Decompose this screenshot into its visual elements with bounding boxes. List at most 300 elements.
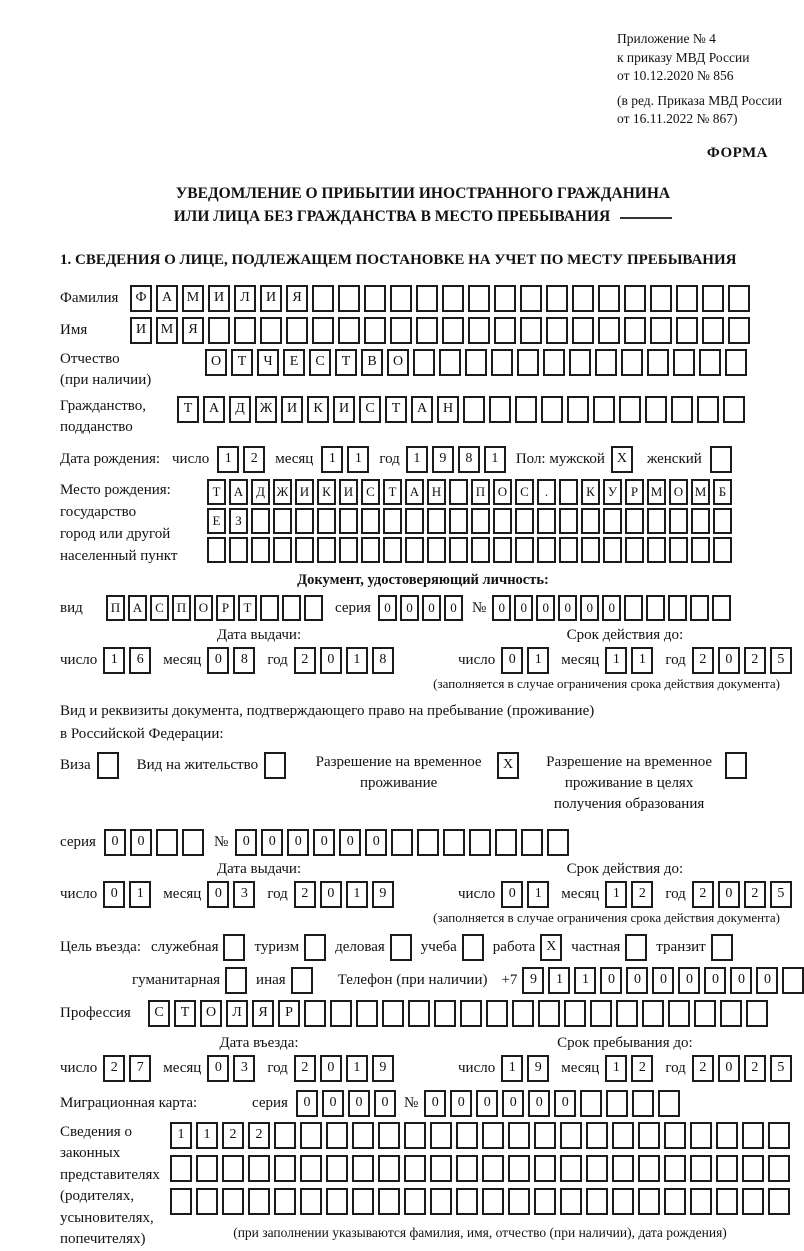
form-cell[interactable] (317, 508, 336, 534)
form-cell[interactable] (595, 349, 617, 376)
form-cell[interactable]: К (307, 396, 329, 423)
form-cell[interactable] (572, 285, 594, 312)
form-cell[interactable] (668, 595, 687, 621)
form-cell[interactable] (493, 508, 512, 534)
form-cell[interactable]: 1 (605, 647, 627, 674)
form-cell[interactable] (382, 1000, 404, 1027)
form-cell[interactable]: А (411, 396, 433, 423)
form-cell[interactable] (460, 1000, 482, 1027)
form-cell[interactable]: 8 (458, 446, 480, 473)
form-cell[interactable] (603, 537, 622, 563)
form-cell[interactable] (300, 1155, 322, 1182)
form-cell[interactable] (676, 285, 698, 312)
form-cell[interactable] (508, 1188, 530, 1215)
purpose-humanitarian-checkbox[interactable] (225, 967, 247, 994)
form-cell[interactable]: 0 (652, 967, 674, 994)
form-cell[interactable] (482, 1188, 504, 1215)
form-cell[interactable] (405, 537, 424, 563)
form-cell[interactable] (716, 1155, 738, 1182)
form-cell[interactable] (676, 317, 698, 344)
form-cell[interactable] (339, 537, 358, 563)
form-cell[interactable] (274, 1122, 296, 1149)
form-cell[interactable]: 1 (548, 967, 570, 994)
form-cell[interactable]: М (691, 479, 710, 505)
form-cell[interactable] (326, 1122, 348, 1149)
form-cell[interactable] (581, 537, 600, 563)
form-cell[interactable]: 0 (558, 595, 577, 621)
form-cell[interactable] (650, 285, 672, 312)
form-cell[interactable] (295, 508, 314, 534)
form-cell[interactable] (645, 396, 667, 423)
purpose-business-checkbox[interactable] (390, 934, 412, 961)
form-cell[interactable]: 1 (217, 446, 239, 473)
form-cell[interactable]: 0 (580, 595, 599, 621)
form-cell[interactable]: Н (437, 396, 459, 423)
form-cell[interactable] (378, 1122, 400, 1149)
form-cell[interactable]: А (405, 479, 424, 505)
form-cell[interactable]: Т (177, 396, 199, 423)
form-cell[interactable] (559, 537, 578, 563)
form-cell[interactable] (650, 317, 672, 344)
form-cell[interactable]: К (581, 479, 600, 505)
form-cell[interactable] (723, 396, 745, 423)
form-cell[interactable]: 0 (130, 829, 152, 856)
form-cell[interactable] (356, 1000, 378, 1027)
form-cell[interactable] (364, 285, 386, 312)
form-cell[interactable]: 0 (320, 647, 342, 674)
form-cell[interactable] (664, 1188, 686, 1215)
form-cell[interactable]: К (317, 479, 336, 505)
form-cell[interactable] (520, 317, 542, 344)
form-cell[interactable] (196, 1155, 218, 1182)
form-cell[interactable] (699, 349, 721, 376)
form-cell[interactable]: С (309, 349, 331, 376)
form-cell[interactable]: И (339, 479, 358, 505)
form-cell[interactable]: Т (383, 479, 402, 505)
form-cell[interactable] (537, 537, 556, 563)
form-cell[interactable] (326, 1188, 348, 1215)
form-cell[interactable]: 2 (692, 881, 714, 908)
form-cell[interactable] (546, 317, 568, 344)
form-cell[interactable] (442, 317, 464, 344)
form-cell[interactable]: О (200, 1000, 222, 1027)
form-cell[interactable] (669, 537, 688, 563)
form-cell[interactable]: Л (234, 285, 256, 312)
form-cell[interactable]: 5 (770, 1055, 792, 1082)
form-cell[interactable]: 0 (322, 1090, 344, 1117)
form-cell[interactable] (378, 1188, 400, 1215)
form-cell[interactable] (229, 537, 248, 563)
form-cell[interactable]: 0 (502, 1090, 524, 1117)
temp-residence-edu-checkbox[interactable] (725, 752, 747, 779)
form-cell[interactable]: 0 (374, 1090, 396, 1117)
form-cell[interactable]: 1 (347, 446, 369, 473)
form-cell[interactable] (304, 1000, 326, 1027)
form-cell[interactable]: О (194, 595, 213, 621)
form-cell[interactable] (390, 934, 412, 961)
form-cell[interactable] (638, 1122, 660, 1149)
form-cell[interactable] (559, 479, 578, 505)
form-cell[interactable]: 0 (600, 967, 622, 994)
form-cell[interactable]: 0 (626, 967, 648, 994)
form-cell[interactable] (619, 396, 641, 423)
form-cell[interactable] (462, 934, 484, 961)
form-cell[interactable] (330, 1000, 352, 1027)
form-cell[interactable] (590, 1000, 612, 1027)
form-cell[interactable]: 9 (432, 446, 454, 473)
form-cell[interactable]: И (260, 285, 282, 312)
form-cell[interactable] (304, 934, 326, 961)
form-cell[interactable] (567, 396, 589, 423)
form-cell[interactable] (494, 285, 516, 312)
form-cell[interactable]: Я (252, 1000, 274, 1027)
form-cell[interactable]: 2 (294, 881, 316, 908)
form-cell[interactable] (543, 349, 565, 376)
form-cell[interactable]: Т (231, 349, 253, 376)
form-cell[interactable] (274, 1155, 296, 1182)
form-cell[interactable] (515, 396, 537, 423)
form-cell[interactable]: 0 (422, 595, 441, 621)
form-cell[interactable] (560, 1188, 582, 1215)
form-cell[interactable]: X (540, 934, 562, 961)
form-cell[interactable]: З (229, 508, 248, 534)
form-cell[interactable] (586, 1155, 608, 1182)
form-cell[interactable] (170, 1155, 192, 1182)
form-cell[interactable]: Т (238, 595, 257, 621)
form-cell[interactable]: О (669, 479, 688, 505)
form-cell[interactable]: 9 (522, 967, 544, 994)
form-cell[interactable] (182, 829, 204, 856)
form-cell[interactable]: С (361, 479, 380, 505)
form-cell[interactable] (391, 829, 413, 856)
form-cell[interactable] (248, 1188, 270, 1215)
form-cell[interactable] (603, 508, 622, 534)
form-cell[interactable]: Т (335, 349, 357, 376)
form-cell[interactable] (286, 317, 308, 344)
form-cell[interactable] (361, 508, 380, 534)
form-cell[interactable]: 1 (484, 446, 506, 473)
form-cell[interactable] (534, 1122, 556, 1149)
form-cell[interactable]: 1 (346, 881, 368, 908)
form-cell[interactable] (416, 317, 438, 344)
form-cell[interactable] (716, 1188, 738, 1215)
form-cell[interactable] (710, 446, 732, 473)
form-cell[interactable] (541, 396, 563, 423)
form-cell[interactable]: Р (625, 479, 644, 505)
purpose-official-checkbox[interactable] (223, 934, 245, 961)
form-cell[interactable]: 0 (320, 1055, 342, 1082)
form-cell[interactable] (702, 285, 724, 312)
form-cell[interactable]: 1 (406, 446, 428, 473)
form-cell[interactable] (534, 1155, 556, 1182)
form-cell[interactable] (443, 829, 465, 856)
form-cell[interactable]: Д (229, 396, 251, 423)
purpose-other-checkbox[interactable] (291, 967, 313, 994)
form-cell[interactable]: О (205, 349, 227, 376)
form-cell[interactable]: А (203, 396, 225, 423)
form-cell[interactable]: 2 (692, 1055, 714, 1082)
form-cell[interactable]: 0 (704, 967, 726, 994)
form-cell[interactable] (538, 1000, 560, 1027)
form-cell[interactable] (612, 1155, 634, 1182)
form-cell[interactable] (664, 1122, 686, 1149)
form-cell[interactable] (317, 537, 336, 563)
form-cell[interactable]: 0 (718, 647, 740, 674)
form-cell[interactable] (352, 1155, 374, 1182)
form-cell[interactable] (264, 752, 286, 779)
form-cell[interactable] (625, 934, 647, 961)
form-cell[interactable] (282, 595, 301, 621)
form-cell[interactable] (593, 396, 615, 423)
form-cell[interactable]: Ч (257, 349, 279, 376)
form-cell[interactable]: 0 (730, 967, 752, 994)
form-cell[interactable]: 2 (243, 446, 265, 473)
form-cell[interactable] (222, 1155, 244, 1182)
form-cell[interactable] (471, 508, 490, 534)
form-cell[interactable]: 0 (103, 881, 125, 908)
form-cell[interactable]: Р (216, 595, 235, 621)
form-cell[interactable] (456, 1155, 478, 1182)
form-cell[interactable]: 0 (296, 1090, 318, 1117)
form-cell[interactable] (222, 1188, 244, 1215)
form-cell[interactable]: X (497, 752, 519, 779)
form-cell[interactable]: 1 (605, 1055, 627, 1082)
form-cell[interactable] (546, 285, 568, 312)
form-cell[interactable] (725, 752, 747, 779)
form-cell[interactable]: 0 (554, 1090, 576, 1117)
form-cell[interactable] (439, 349, 461, 376)
sex-male-checkbox[interactable] (611, 446, 633, 473)
form-cell[interactable]: Ж (273, 479, 292, 505)
form-cell[interactable]: 0 (718, 1055, 740, 1082)
form-cell[interactable]: Ф (130, 285, 152, 312)
form-cell[interactable] (638, 1188, 660, 1215)
form-cell[interactable] (668, 1000, 690, 1027)
form-cell[interactable] (295, 537, 314, 563)
form-cell[interactable] (768, 1122, 790, 1149)
form-cell[interactable]: 0 (235, 829, 257, 856)
form-cell[interactable] (646, 595, 665, 621)
form-cell[interactable] (430, 1155, 452, 1182)
form-cell[interactable]: 6 (129, 647, 151, 674)
form-cell[interactable]: 7 (129, 1055, 151, 1082)
form-cell[interactable] (782, 967, 804, 994)
form-cell[interactable] (260, 317, 282, 344)
form-cell[interactable] (768, 1188, 790, 1215)
form-cell[interactable] (430, 1188, 452, 1215)
form-cell[interactable] (456, 1122, 478, 1149)
form-cell[interactable]: О (493, 479, 512, 505)
form-cell[interactable] (170, 1188, 192, 1215)
form-cell[interactable]: 2 (103, 1055, 125, 1082)
residence-permit-checkbox[interactable] (264, 752, 286, 779)
form-cell[interactable] (383, 537, 402, 563)
form-cell[interactable]: 0 (320, 881, 342, 908)
form-cell[interactable]: 2 (248, 1122, 270, 1149)
form-cell[interactable]: Л (226, 1000, 248, 1027)
form-cell[interactable]: 0 (718, 881, 740, 908)
form-cell[interactable] (638, 1155, 660, 1182)
form-cell[interactable]: 0 (602, 595, 621, 621)
form-cell[interactable] (711, 934, 733, 961)
form-cell[interactable] (647, 349, 669, 376)
form-cell[interactable] (720, 1000, 742, 1027)
form-cell[interactable] (621, 349, 643, 376)
form-cell[interactable] (671, 396, 693, 423)
form-cell[interactable] (494, 317, 516, 344)
form-cell[interactable] (390, 285, 412, 312)
form-cell[interactable] (471, 537, 490, 563)
form-cell[interactable] (430, 1122, 452, 1149)
form-cell[interactable] (300, 1188, 322, 1215)
sex-female-checkbox[interactable] (710, 446, 732, 473)
form-cell[interactable] (352, 1122, 374, 1149)
form-cell[interactable]: П (172, 595, 191, 621)
form-cell[interactable] (208, 317, 230, 344)
form-cell[interactable]: С (359, 396, 381, 423)
form-cell[interactable]: Е (207, 508, 226, 534)
purpose-transit-checkbox[interactable] (711, 934, 733, 961)
form-cell[interactable]: 0 (514, 595, 533, 621)
form-cell[interactable] (624, 595, 643, 621)
form-cell[interactable]: С (515, 479, 534, 505)
form-cell[interactable]: И (333, 396, 355, 423)
form-cell[interactable] (339, 508, 358, 534)
form-cell[interactable] (624, 285, 646, 312)
form-cell[interactable] (537, 508, 556, 534)
form-cell[interactable]: М (156, 317, 178, 344)
form-cell[interactable] (260, 595, 279, 621)
form-cell[interactable] (413, 349, 435, 376)
form-cell[interactable] (291, 967, 313, 994)
form-cell[interactable]: 0 (678, 967, 700, 994)
form-cell[interactable] (196, 1188, 218, 1215)
form-cell[interactable] (690, 595, 709, 621)
form-cell[interactable] (669, 508, 688, 534)
form-cell[interactable]: 0 (378, 595, 397, 621)
form-cell[interactable]: Б (713, 479, 732, 505)
form-cell[interactable]: 9 (527, 1055, 549, 1082)
form-cell[interactable]: 2 (631, 881, 653, 908)
form-cell[interactable]: 0 (313, 829, 335, 856)
form-cell[interactable] (572, 317, 594, 344)
form-cell[interactable]: 9 (372, 881, 394, 908)
purpose-tourism-checkbox[interactable] (304, 934, 326, 961)
form-cell[interactable]: 5 (770, 881, 792, 908)
form-cell[interactable] (338, 317, 360, 344)
form-cell[interactable]: 3 (233, 881, 255, 908)
form-cell[interactable] (434, 1000, 456, 1027)
form-cell[interactable] (616, 1000, 638, 1027)
form-cell[interactable]: 0 (492, 595, 511, 621)
form-cell[interactable] (517, 349, 539, 376)
form-cell[interactable]: А (229, 479, 248, 505)
form-cell[interactable] (416, 285, 438, 312)
form-cell[interactable]: . (537, 479, 556, 505)
purpose-study-checkbox[interactable] (462, 934, 484, 961)
form-cell[interactable]: 1 (501, 1055, 523, 1082)
form-cell[interactable] (647, 508, 666, 534)
form-cell[interactable] (273, 508, 292, 534)
form-cell[interactable] (361, 537, 380, 563)
form-cell[interactable] (223, 934, 245, 961)
form-cell[interactable] (694, 1000, 716, 1027)
form-cell[interactable] (469, 829, 491, 856)
form-cell[interactable] (742, 1155, 764, 1182)
form-cell[interactable] (606, 1090, 628, 1117)
form-cell[interactable]: С (148, 1000, 170, 1027)
form-cell[interactable]: 0 (207, 647, 229, 674)
form-cell[interactable]: Н (427, 479, 446, 505)
form-cell[interactable] (312, 317, 334, 344)
form-cell[interactable] (449, 537, 468, 563)
form-cell[interactable]: 2 (744, 1055, 766, 1082)
form-cell[interactable] (728, 317, 750, 344)
form-cell[interactable]: О (387, 349, 409, 376)
form-cell[interactable] (408, 1000, 430, 1027)
form-cell[interactable]: Е (283, 349, 305, 376)
form-cell[interactable] (251, 508, 270, 534)
form-cell[interactable] (326, 1155, 348, 1182)
form-cell[interactable] (586, 1188, 608, 1215)
form-cell[interactable] (274, 1188, 296, 1215)
form-cell[interactable] (508, 1122, 530, 1149)
form-cell[interactable]: 0 (400, 595, 419, 621)
form-cell[interactable]: 1 (103, 647, 125, 674)
form-cell[interactable] (624, 317, 646, 344)
form-cell[interactable] (559, 508, 578, 534)
form-cell[interactable]: 1 (527, 647, 549, 674)
form-cell[interactable] (515, 508, 534, 534)
form-cell[interactable] (547, 829, 569, 856)
form-cell[interactable] (468, 317, 490, 344)
form-cell[interactable]: И (208, 285, 230, 312)
form-cell[interactable]: 0 (756, 967, 778, 994)
form-cell[interactable] (427, 537, 446, 563)
form-cell[interactable] (508, 1155, 530, 1182)
form-cell[interactable]: 3 (233, 1055, 255, 1082)
form-cell[interactable]: М (182, 285, 204, 312)
form-cell[interactable] (248, 1155, 270, 1182)
form-cell[interactable] (716, 1122, 738, 1149)
form-cell[interactable]: П (106, 595, 125, 621)
form-cell[interactable]: 0 (444, 595, 463, 621)
form-cell[interactable] (658, 1090, 680, 1117)
form-cell[interactable] (491, 349, 513, 376)
form-cell[interactable] (486, 1000, 508, 1027)
form-cell[interactable] (404, 1155, 426, 1182)
form-cell[interactable]: Я (182, 317, 204, 344)
form-cell[interactable]: 1 (321, 446, 343, 473)
form-cell[interactable] (225, 967, 247, 994)
form-cell[interactable]: Р (278, 1000, 300, 1027)
form-cell[interactable]: 1 (346, 1055, 368, 1082)
form-cell[interactable]: 0 (339, 829, 361, 856)
form-cell[interactable]: 0 (528, 1090, 550, 1117)
form-cell[interactable]: Т (385, 396, 407, 423)
form-cell[interactable] (586, 1122, 608, 1149)
form-cell[interactable]: 5 (770, 647, 792, 674)
form-cell[interactable] (728, 285, 750, 312)
temp-residence-checkbox[interactable] (497, 752, 519, 779)
form-cell[interactable]: 0 (536, 595, 555, 621)
form-cell[interactable]: Я (286, 285, 308, 312)
form-cell[interactable] (725, 349, 747, 376)
form-cell[interactable]: 1 (346, 647, 368, 674)
form-cell[interactable] (768, 1155, 790, 1182)
form-cell[interactable] (691, 508, 710, 534)
form-cell[interactable] (580, 1090, 602, 1117)
